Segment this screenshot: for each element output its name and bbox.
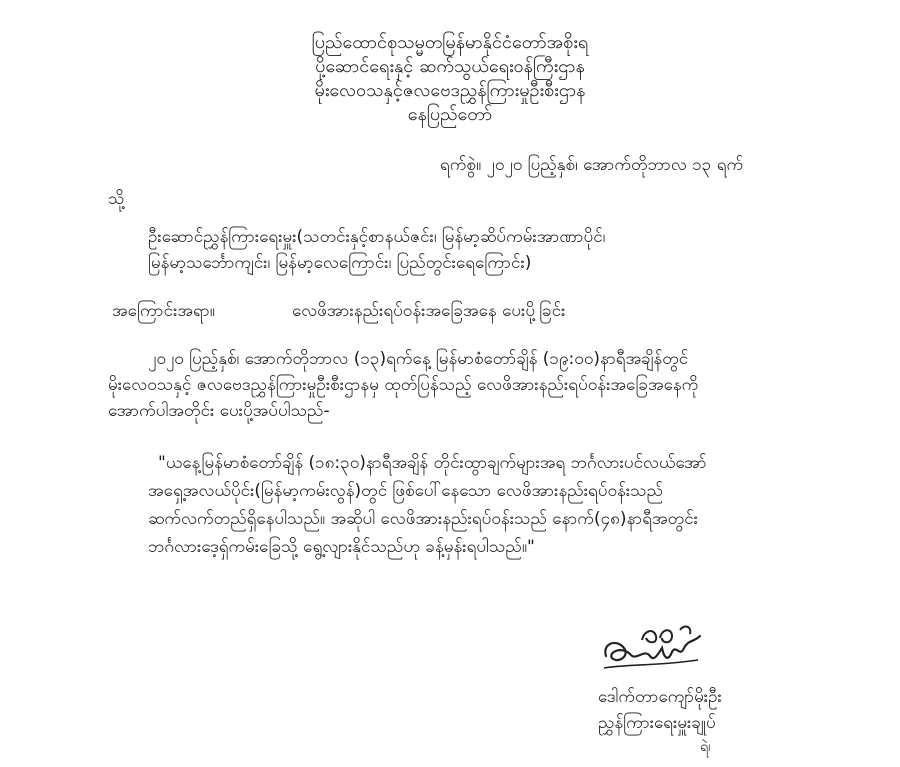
- body-para1-line2: မိုးလေဝသနှင့် ဇလဗေဒညွှန်ကြားမှုဦးစီးဌာနမှ ထုတ်ပြန်သည့် လေဖိအားနည်းရပ်ဝန်းအခြေအနေကို: [108, 375, 699, 395]
- quote-line1: "ယနေ့မြန်မာစံတော်ချိန် (၁၈:၃၀)နာရီအချိန် တိုင်းထွာချက်များအရ ဘင်္ဂလားပင်လယ်အော်: [158, 453, 707, 473]
- header-city: နေပြည်တော်: [407, 104, 493, 125]
- quote-line3: ဆက်လက်တည်ရှိနေပါသည်။ အဆိုပါ လေဖိအားနည်းရပ်ဝန်းသည် နောက်(၄၈)နာရီအတွင်း: [148, 509, 698, 529]
- recipient-line-1: ဦးဆောင်ညွှန်ကြားရေးမှူး(သတင်းနှင့်စာနယ်ဇင်း၊ မြန်မာ့ဆိပ်ကမ်းအာဏာပိုင်၊: [148, 227, 606, 247]
- header-department: မိုးလေဝသနှင့်ဇလဗေဒညွှန်ကြားမှုဦးစီးဌာန: [314, 80, 586, 101]
- signatory-name: ဒေါက်တာကျော်မိုးဦး: [598, 687, 722, 707]
- header-ministry: ပို့ဆောင်ရေးနှင့် ဆက်သွယ်ရေးဝန်ကြီးဌာန: [315, 56, 585, 77]
- subject-label: အကြောင်းအရာ။: [112, 301, 215, 321]
- signatory-suffix: ရဲ၊: [700, 739, 711, 755]
- body-para1-line3: အောက်ပါအတိုင်း ပေးပို့အပ်ပါသည်-: [108, 401, 330, 421]
- header-government: ပြည်ထောင်စုသမ္မတမြန်မာနိုင်ငံတော်အစိုးရ: [311, 32, 589, 53]
- signature-mark: [598, 618, 708, 678]
- subject-text: လေဖိအားနည်းရပ်ဝန်းအခြေအနေ ပေးပို့ခြင်း: [292, 301, 566, 321]
- body-para1-line1: ၂၀၂၀ ပြည့်နှစ်၊ အောက်တိုဘာလ (၁၃)ရက်နေ့ မြန်မာစံတော်ချိန် (၁၉:၀၀)နာရီအချိန်တွင်: [148, 349, 689, 369]
- to-label: သို့: [108, 189, 125, 209]
- recipient-line-2: မြန်မာ့သင်္ဘောကျင်း၊ မြန်မာ့လေကြောင်း၊ ပြည်တွင်းရေကြောင်း): [148, 253, 532, 273]
- signatory-title: ညွှန်ကြားရေးမှူးချုပ်: [598, 713, 716, 733]
- letter-date: ရက်စွဲ။ ၂၀၂၀ ပြည့်နှစ်၊ အောက်တိုဘာလ ၁၃ ရက်: [440, 155, 744, 175]
- quote-line4: ဘင်္ဂလားဒေ့ရှ်ကမ်းခြေသို့ ရွေ့လျားနိုင်သည်ဟု ခန့်မှန်းရပါသည်။": [148, 537, 535, 557]
- quote-line2: အရှေ့အလယ်ပိုင်း(မြန်မာ့ကမ်းလွန်)တွင် ဖြစ်ပေါ်နေသော လေဖိအားနည်းရပ်ဝန်းသည်: [148, 481, 664, 501]
